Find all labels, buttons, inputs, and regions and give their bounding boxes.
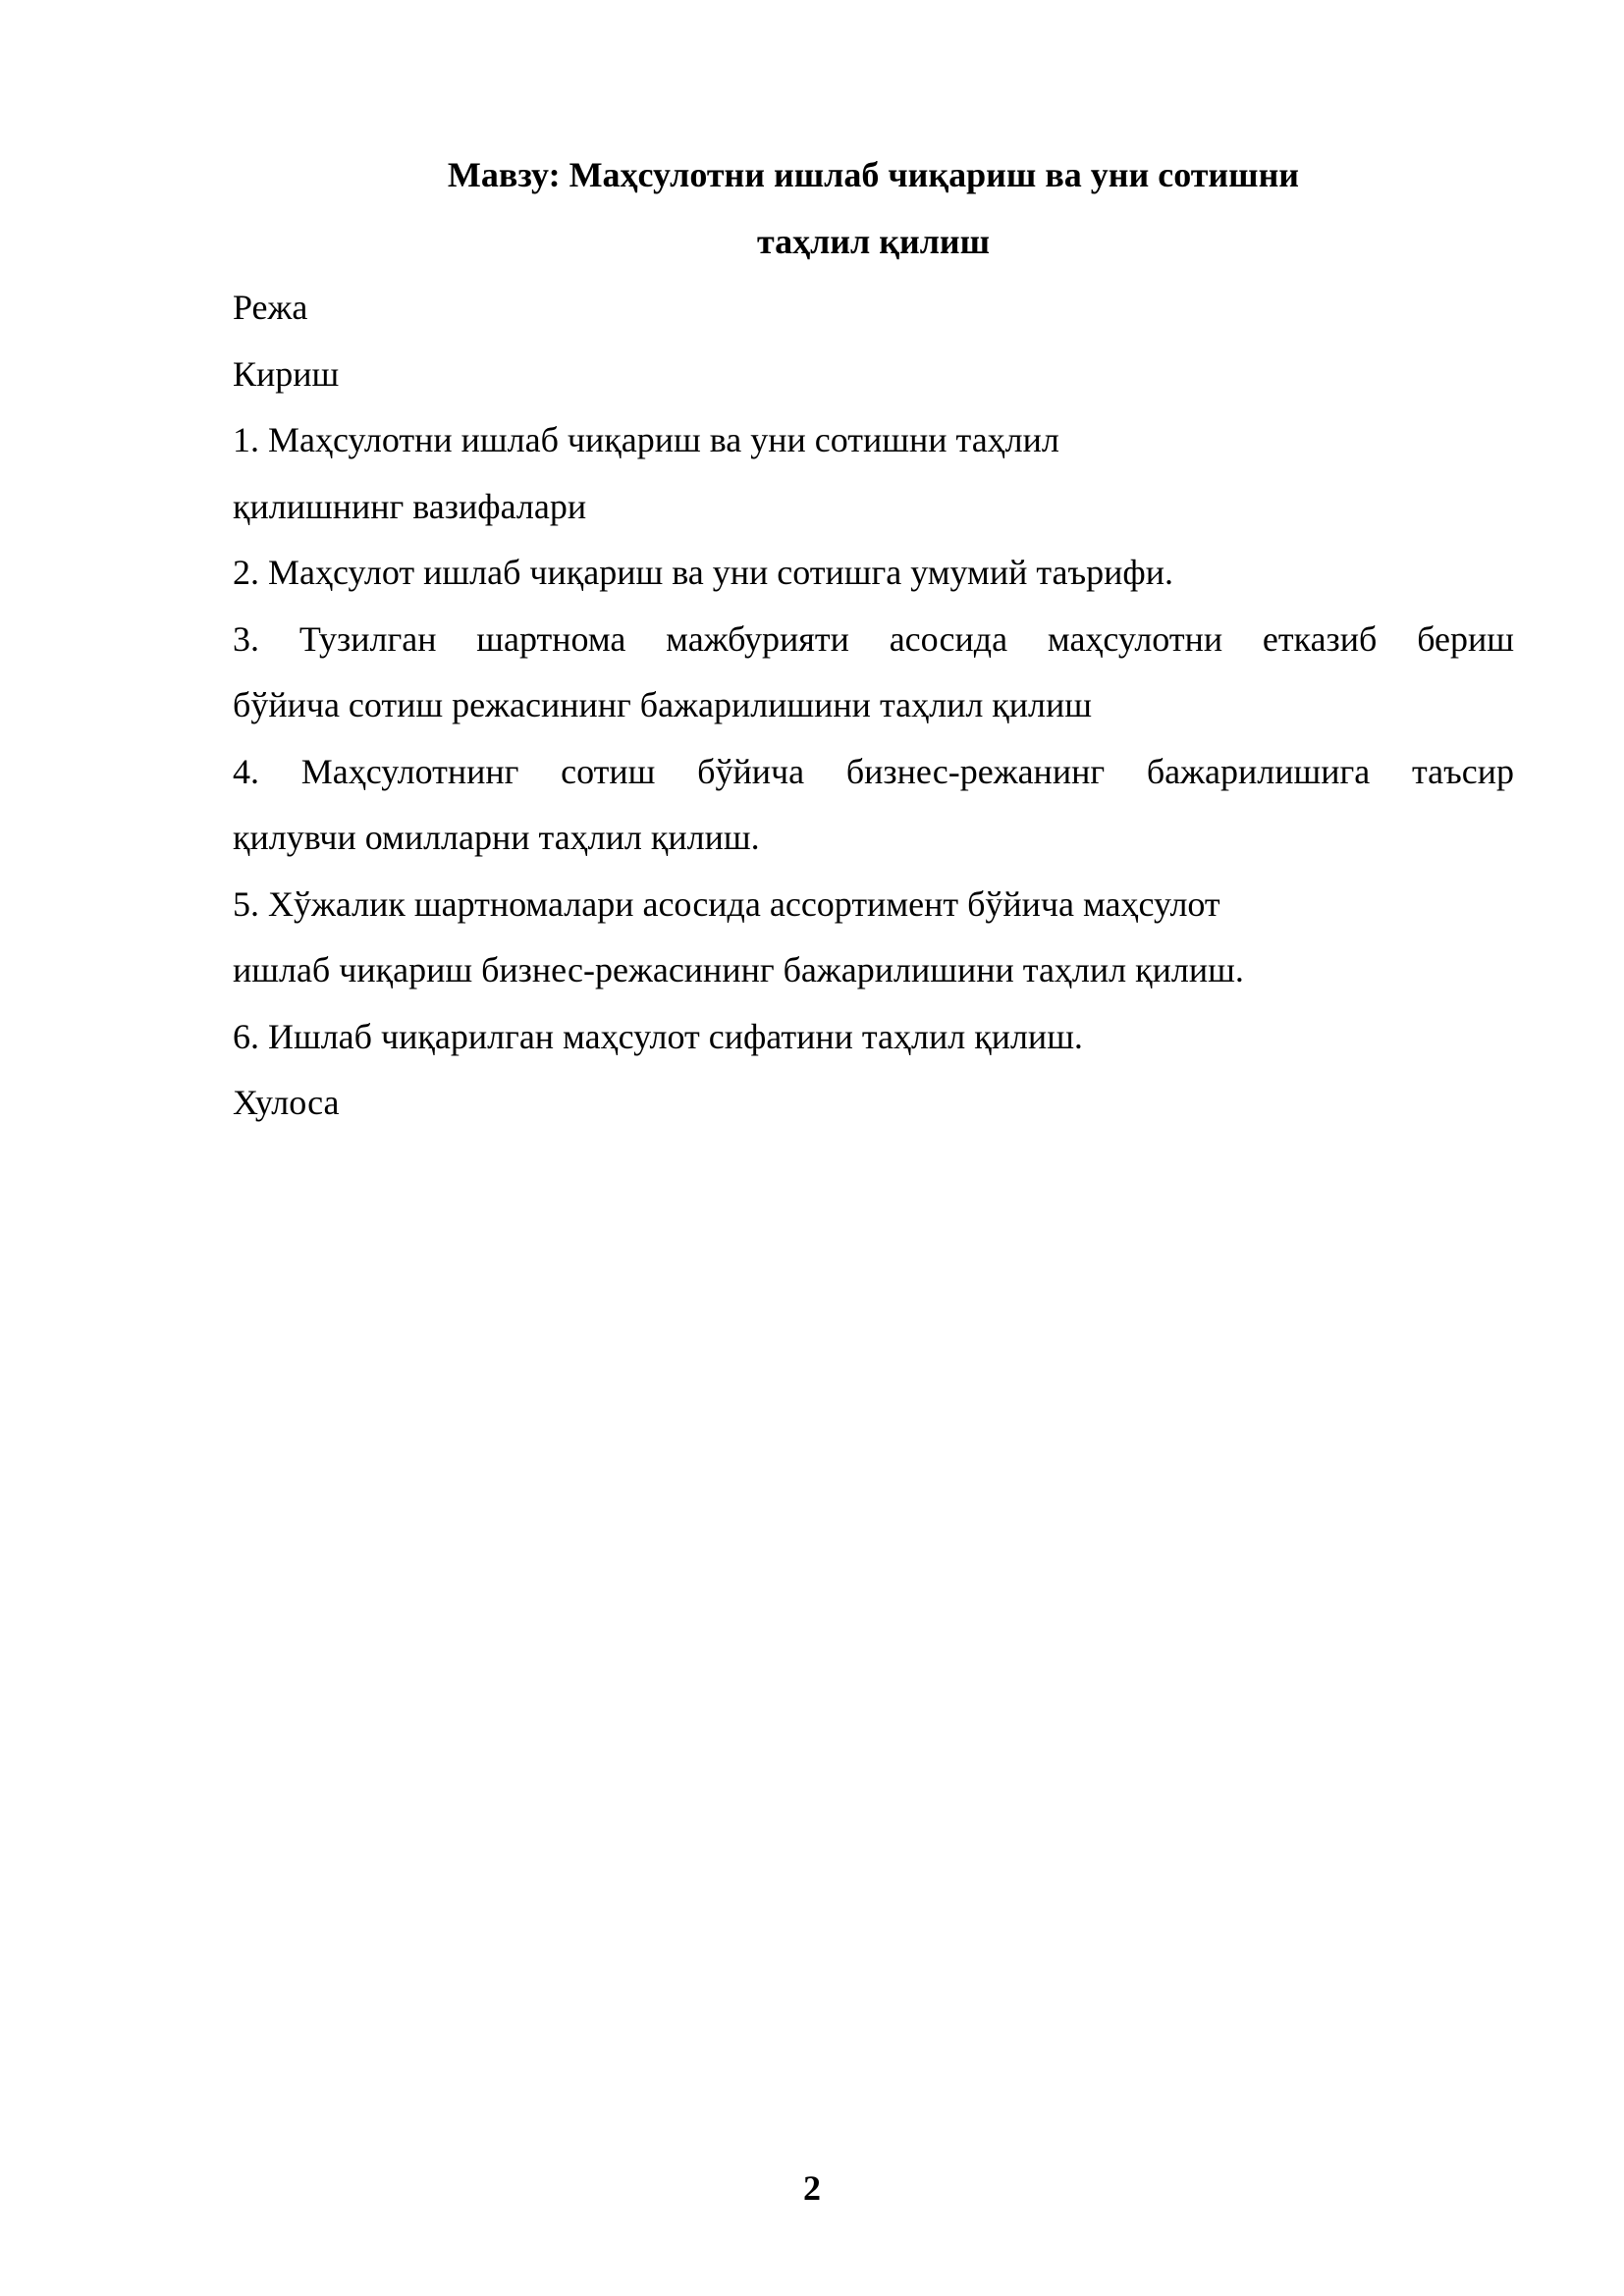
document-title-line-1: Мавзу: Маҳсулотни ишлаб чиқариш ва уни сотишни [447,155,1300,194]
document-title-line-2: таҳлил қилиш [756,221,991,261]
page-number: 2 [803,2168,821,2208]
plan-item-3-line-1: 3. Тузилган шартнома мажбурияти асосида маҳсулотни етказиб бериш [233,618,1514,659]
plan-item-5-line-1: 5. Хўжалик шартномалари асосида ассортимент бўйича маҳсулот [233,883,1220,924]
plan-item-5-line-2: ишлаб чиқариш бизнес-режасининг бажарилишини таҳлил қилиш. [233,950,1244,989]
plan-item-4-line-1: 4. Маҳсулотнинг сотиш бўйича бизнес-режанинг бажарилишига таъсир [233,751,1514,791]
intro-item: Кириш [233,353,340,394]
plan-item-1-line-1: 1. Маҳсулотни ишлаб чиқариш ва уни сотишни таҳлил [233,420,1059,459]
plan-item-6: 6. Ишлаб чиқарилган маҳсулот сифатини таҳлил қилиш. [233,1016,1083,1056]
plan-item-4-line-2: қилувчи омилларни таҳлил қилиш. [233,818,760,857]
plan-item-2: 2. Маҳсулот ишлаб чиқариш ва уни сотишга умумий таърифи. [233,553,1173,592]
conclusion-item: Хулоса [233,1083,340,1122]
plan-item-1-line-2: қилишнинг вазифалари [233,486,587,526]
plan-item-3-line-2: бўйича сотиш режасининг бажарилишини таҳлил қилиш [233,685,1093,724]
plan-label: Режа [233,288,308,327]
document-content [233,142,1514,1137]
